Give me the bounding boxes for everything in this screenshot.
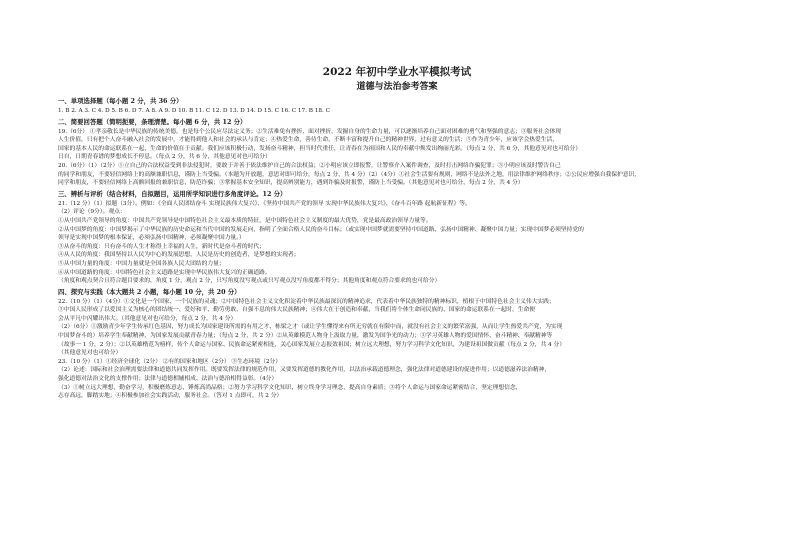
answer-line: 20.（6分）（1）（2分）①立自己的合法权益受到非法侵犯时，要敢于并善于依法维护自己的合法权益；②小明应该立即报警，让警察介入案件调查，及时打击网络诈骗犯罪；③小明应该及时警告自己 <box>58 162 561 169</box>
section-heading: 三、辨析与评析（结合材料，自拟题目，运用所学知识进行多角度评论。12 分） <box>58 189 287 198</box>
answer-line: ⑥从中国道路的角度：中国特色社会主义道路是实现中华民族伟大复兴的正确道路。 <box>58 269 271 276</box>
section-heading: 二、简要回答题（简明扼要，条理清楚。每小题 6 分，共 12 分） <box>58 117 247 126</box>
answer-line: （2）评论（9分）。观点： <box>58 209 126 216</box>
answer-line: ⑤从中国力量的角度：中国力量就是全国各族人民大团结的力量； <box>58 260 225 267</box>
answer-section <box>58 288 736 401</box>
answer-line: 中国梦奋斗的）培养学生奉献精神，为国家发展贡献青春力量；（每点 2 分，共 2 分）②从英雄模范人物身上汲取力量，激发为国争光的动力；③学习英雄人物的爱国情怀、奋斗精神、奉献精神等 <box>58 333 553 340</box>
answer-line: （3）①树立远大理想，勤奋学习，积极磨炼意志，锤炼高尚品格；②努力学习科学文化知识，树立终身学习理念，提高自身素质；③将个人命运与国家命运紧密结合，坚定理想信念， <box>58 384 522 391</box>
answer-line: 23.（10 分）（1）①经济全球化（2分） ②有的国家和地区（2分） ③生态环境（2分） <box>58 358 282 365</box>
answer-line: ③中国人民形成了以爱国主义为核心的团结统一、爱好和平、勤劳勇敢、自强不息的伟大民族精神；④伟大在于创造和奉献，当我们将个体生命同民族的、国家的命运联系在一起时，生命便 <box>58 307 535 314</box>
answer-line: 人生价值，只有把个人奋斗融入社会的发展中，才能得到他人和社会的承认与肯定；④热爱生命，善待生命，不断丰富和提升自己的精神世界，过有意义的生活；⑤作为青少年，应该学会热爱生活， <box>58 137 558 144</box>
answer-section <box>58 97 736 116</box>
section-heading: 四、探究与实践（本大题共 2 小题，每小题 10 分，共 20 分） <box>58 287 241 296</box>
answer-line: （其他意见对也可给分） <box>58 350 122 357</box>
answer-line: 国家的基本人民的命运联系在一起，生命的价值在于贡献。我们应该积极行动，发扬奋斗精神，担当时代重任，让青春在为祖国和人民的奉献中焕发出绚丽光彩。（每点 2 分，共 6 分，其他意见对也可给分） <box>58 145 582 152</box>
answer-line: 志存高远，脚踏实地；④积极参加社会实践活动，服务社会。（答对 1 点即可，共 2 分） <box>58 393 283 400</box>
answer-line: ④从人民的角度：我国坚持以人民为中心的发展思想，人民是历史的创造者，是梦想的实现者； <box>58 252 300 259</box>
answer-line: 1. B 2. A 3. C 4. D 5. B 6. D 7. A 8. A 9. D 10. B 11. C 12. D 13. D 14. D 15. C 16. C 17. B 18. C <box>58 108 331 114</box>
answer-line: 强化道德对法治文化的支撑作用；法律与道德相辅相成、法治与德治相得益彰。（4分） <box>58 376 278 383</box>
answer-line: （2）（6分）①激励青少年学生传承红色基因，努力成长为国家建设所需的有用之才、栋梁之才（或让学生懂得来有所无穷就在有限中而，就没有社会主义的繁荣富强，从而让学生热爱共产党，为实现 <box>58 324 563 331</box>
answer-section <box>58 118 736 188</box>
answer-line: 领导是实现中国梦的根本保证，必须弘扬中国精神，必须凝聚中国力量。） <box>58 235 245 242</box>
answer-line: ②从中国梦的角度：中国梦揭示了中华民族的历史命运和当代中国的发展走向，指明了全面合格人民的奋斗目标；（或实现中国梦就需要坚持中国道路、弘扬中国精神、凝聚中国力量；实现中国梦必须坚持党的 <box>58 226 584 233</box>
answer-line: （角度和观点契合且符合题目要求的，角度 1 分，观点 2 分，只写角度没写观点或只写观点没写角度都不得分；其他角度和观点符合要求的也可给分） <box>58 278 441 285</box>
answer-line: 会从平凡中闪耀出伟大。（其他意见对也可给分，每点 2 分，共 4 分） <box>58 315 237 322</box>
answer-line: 19.（6分） ①孝亲敬长是中华民族的传统美德，也是每个公民应尽法定义务；②生活难免有挫折，面对挫折，发掘自身的生命力量，可以逐渐培养自己面对困难的勇气和坚强的意志；③服务社会体现 <box>58 128 561 135</box>
answer-sections <box>58 97 736 401</box>
section-heading: 一、单项选择题（每小题 2 分，共 36 分） <box>58 97 183 105</box>
answer-section <box>58 190 736 286</box>
page-title: 2022 年初中学业水平模拟考试 <box>322 66 472 78</box>
answer-line: 日自，日期青春谱的梦想成长不停息。（每点 2 分，共 6 分，其他意见对也可给分） <box>58 154 271 161</box>
answer-line: 22.（10 分）（1）（4分）①文化是一个国家、一个民族的灵魂；②中国特色社会主义文化积淀着中华民族最深沉的精神追求，代表着中华民族独特的精神标识，植根于中国特色社会主义伟大实践； <box>58 298 555 305</box>
answer-line: 同学和朋友，不要轻信网络上高额回报的兼职信息，防范诈骗；③掌握基本安全知识，提高辨别能力，遇到诈骗及时报警，谨防上当受骗。（其他意见对也可给分，每点 2 分，共 4 分） <box>58 180 524 187</box>
answer-line: ③从奋斗的角度：只有奋斗的人生才称得上幸福的人生，新时代是奋斗者的时代； <box>58 243 265 250</box>
answer-line: 21.（12 分）（1）拟题（3分）。例如：《全面人民团结奋斗 实现民族伟大复兴》、《坚持中国共产党的领导 实现中华民族伟大复兴》、《奋斗百年路 起航新征程》等。 <box>58 200 471 207</box>
answer-line: 的同学和朋友，不要轻信网络上的高额兼职信息，谨防上当受骗。（本题为开放题，意思对即可给分，每点 2 分，共 4 分）（2）（4分）①社会生活要有规则，网络不是法外之地，用法律维护网络秩序；②公民应增强自我保护意识， <box>58 171 640 178</box>
answer-line: （2）论述：国际和社会治理需要法律和道德共同发挥作用。既要发挥法律的规范作用，又要发挥道德的教化作用，以法治承载道德理念，强化法律对道德建设的促进作用；以道德滋养法治精神， <box>58 367 551 374</box>
page-subtitle: 道德与法治参考答案 <box>356 82 438 92</box>
answer-line: （故事一 1 分，2 分）；②以英雄楷范为榜样，传个人命运与国家、民族命运紧密相连，关心国家发展立志报效祖国；树立远大理想，努力学习科学文化知识，为建设祖国做贡献（每点 2 分，共 4 分） <box>58 341 565 348</box>
answer-line: ①从中国共产党领导的角度：中国共产党领导是中国特色社会主义最本质的特征，是中国特色社会主义制度的最大优势，党是最高政治领导力量等。 <box>58 217 432 224</box>
